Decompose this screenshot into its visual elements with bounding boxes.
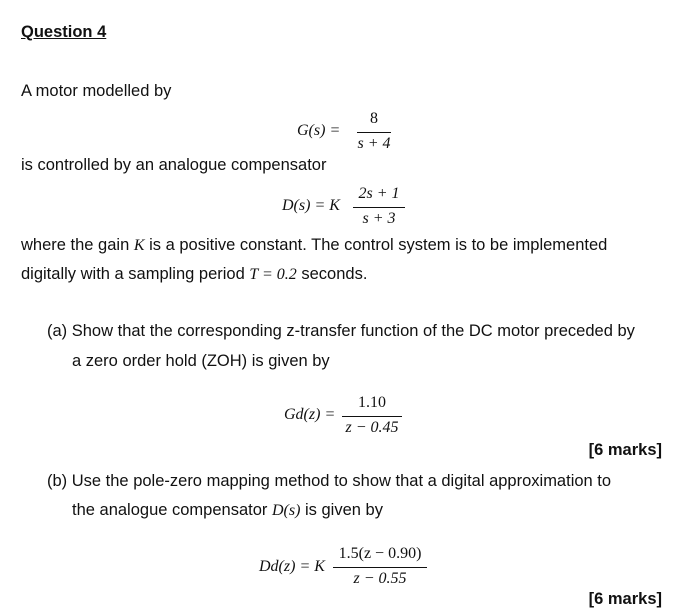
eq-g-fraction — [357, 110, 391, 156]
part-b-line-2 — [72, 500, 383, 521]
eq-d-lhs: D(s) = K — [282, 197, 340, 214]
eq-gd-numerator: 1.10 — [358, 394, 386, 411]
eq-g-numerator: 8 — [370, 110, 378, 127]
part-b-line-2-b: is given by — [300, 501, 383, 519]
eq-d-denominator: s + 3 — [362, 210, 396, 227]
part-a-marks: [6 marks] — [588, 441, 662, 459]
gain-line-2-a: digitally with a sampling period — [21, 265, 250, 283]
eq-d-bar — [353, 207, 405, 208]
eq-gd-lhs: Gd(z) = — [284, 406, 336, 423]
eq-g-bar — [357, 132, 391, 133]
eq-d-fraction — [353, 185, 405, 231]
gain-variable: K — [133, 237, 145, 254]
eq-g-denominator: s + 4 — [357, 135, 391, 152]
gain-line-2-b: seconds. — [296, 265, 368, 283]
gain-line-1 — [21, 235, 607, 256]
gain-line-1-a: where the gain — [21, 236, 134, 254]
part-a-line-1: (a) Show that the corresponding z-transfer function of the DC motor preceded by — [47, 322, 635, 340]
part-b-ds-math: D(s) — [271, 502, 301, 519]
intro-text: A motor modelled by — [21, 82, 172, 100]
eq-dd-numerator: 1.5(z − 0.90) — [338, 545, 422, 562]
eq-dd-denominator: z − 0.55 — [353, 570, 407, 587]
controlled-text: is controlled by an analogue compensator — [21, 156, 327, 174]
eq-gd-fraction — [342, 394, 402, 440]
part-b-line-2-a: the analogue compensator — [72, 501, 272, 519]
eq-gd-bar — [342, 416, 402, 417]
eq-dd-bar — [333, 567, 427, 568]
sampling-period-math: T = 0.2 — [249, 266, 297, 283]
eq-d-numerator: 2s + 1 — [358, 185, 400, 202]
part-b-marks: [6 marks] — [588, 590, 662, 608]
question-heading: Question 4 — [21, 23, 107, 41]
gain-line-1-b: is a positive constant. The control system is to be implemented — [144, 236, 608, 254]
gain-line-2 — [21, 264, 367, 285]
part-a-line-2: a zero order hold (ZOH) is given by — [72, 352, 330, 370]
eq-gd-denominator: z − 0.45 — [345, 419, 399, 436]
eq-g-lhs: G(s) = — [297, 122, 341, 139]
eq-dd-lhs: Dd(z) = K — [259, 558, 325, 575]
part-b-line-1: (b) Use the pole-zero mapping method to show that a digital approximation to — [47, 472, 612, 490]
eq-dd-fraction — [333, 545, 427, 591]
